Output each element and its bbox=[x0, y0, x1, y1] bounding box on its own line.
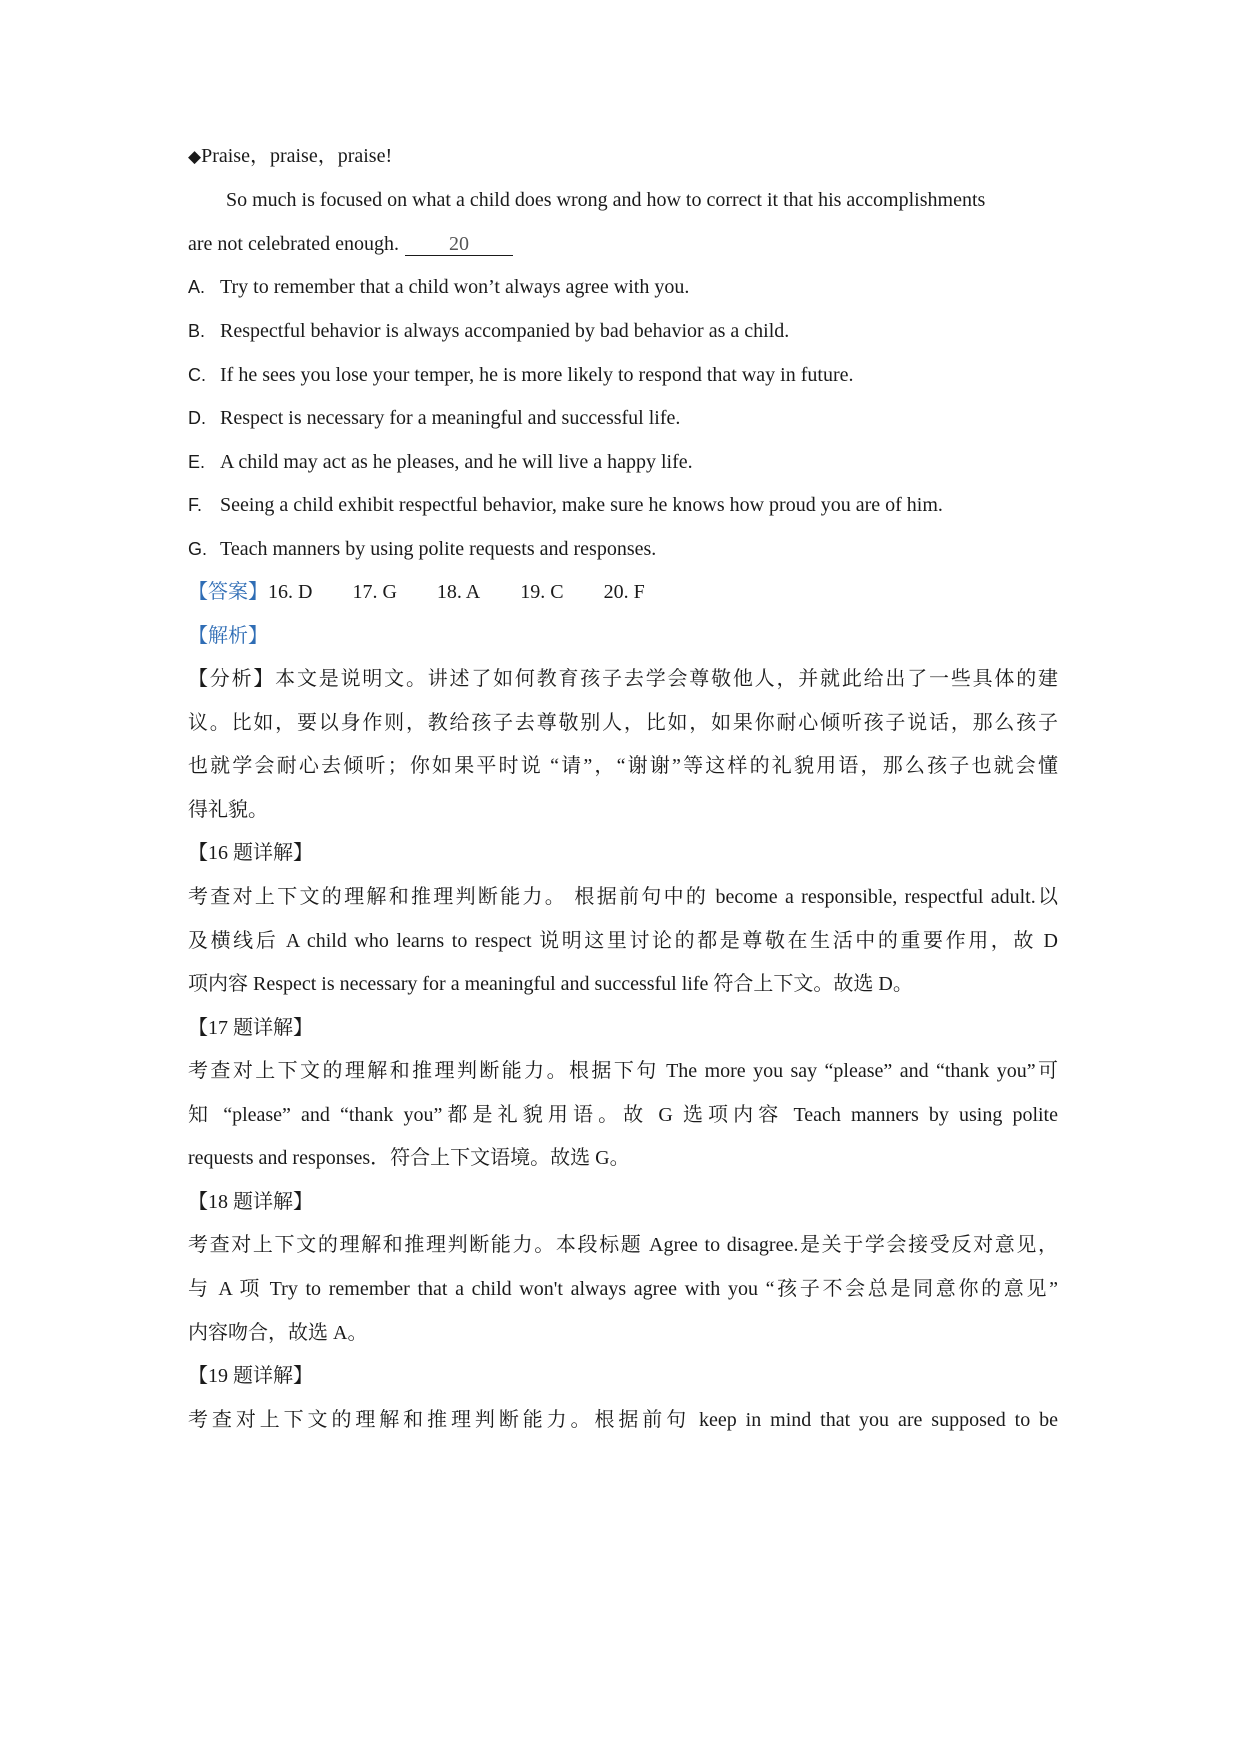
summary-line-2: 议。比如，要以身作则，教给孩子去尊敬别人，比如，如果你耐心倾听孩子说话，那么孩子 bbox=[188, 712, 1058, 734]
option-e bbox=[188, 448, 1058, 476]
option-text: A child may act as he pleases, and he will live a happy life. bbox=[220, 451, 693, 473]
option-letter: C. bbox=[188, 365, 206, 385]
q18-line-3: 内容吻合，故选 A。 bbox=[188, 1322, 368, 1344]
option-letter: E. bbox=[188, 452, 206, 472]
diamond-bullet-icon: ◆ bbox=[188, 147, 202, 167]
q17-line-3: requests and responses．符合上下文语境。故选 G。 bbox=[188, 1147, 630, 1169]
q16-line-2: 及横线后 A child who learns to respect 说明这里讨论的都是尊敬在生活中的重要作用，故 D bbox=[188, 930, 1058, 952]
option-text: Seeing a child exhibit respectful behavior, make sure he knows how proud you are of him. bbox=[220, 494, 943, 516]
q17-heading: 【17 题详解】 bbox=[188, 1017, 313, 1039]
answer-item: 19. C bbox=[520, 581, 564, 603]
option-a bbox=[188, 273, 1058, 301]
option-d bbox=[188, 404, 1058, 432]
option-text: Respect is necessary for a meaningful and successful life. bbox=[220, 407, 681, 429]
q18-line-1: 考查对上下文的理解和推理判断能力。本段标题 Agree to disagree.是关于学会接受反对意见， bbox=[188, 1234, 1058, 1256]
answer-item: 17. G bbox=[352, 581, 397, 603]
paragraph-line-2-text: are not celebrated enough. bbox=[188, 233, 400, 255]
answer-line bbox=[188, 578, 1058, 606]
paragraph-line-1: So much is focused on what a child does wrong and how to correct it that his accomplishments bbox=[226, 189, 986, 211]
section-heading-text: Praise，praise，praise! bbox=[201, 145, 393, 167]
option-letter: B. bbox=[188, 321, 206, 341]
q16-heading: 【16 题详解】 bbox=[188, 842, 313, 864]
option-c bbox=[188, 361, 1058, 389]
q19-heading: 【19 题详解】 bbox=[188, 1365, 313, 1387]
answer-blank bbox=[405, 233, 513, 256]
option-letter: F. bbox=[188, 495, 203, 515]
summary-line-1: 【分析】本文是说明文。讲述了如何教育孩子去学会尊敬他人，并就此给出了一些具体的建 bbox=[188, 668, 1058, 690]
option-g bbox=[188, 535, 1058, 563]
q18-heading: 【18 题详解】 bbox=[188, 1191, 313, 1213]
q18-line-2: 与 A 项 Try to remember that a child won't always agree with you “孩子不会总是同意你的意见” bbox=[188, 1278, 1058, 1300]
answer-item: 16. D bbox=[268, 581, 313, 603]
q17-line-1: 考查对上下文的理解和推理判断能力。根据下句 The more you say “please” and “thank you”可 bbox=[188, 1060, 1058, 1082]
answer-item: 18. A bbox=[436, 581, 481, 603]
summary-line-4: 得礼貌。 bbox=[188, 799, 268, 821]
option-text: Try to remember that a child won’t always agree with you. bbox=[220, 276, 690, 298]
option-letter: D. bbox=[188, 408, 206, 428]
option-letter: A. bbox=[188, 277, 206, 297]
q16-line-1: 考查对上下文的理解和推理判断能力。 根据前句中的 become a responsible, respectful adult.以 bbox=[188, 886, 1058, 908]
summary-line-3: 也就学会耐心去倾听；你如果平时说 “请”，“谢谢”等这样的礼貌用语，那么孩子也就会懂 bbox=[188, 755, 1058, 777]
q16-line-3: 项内容 Respect is necessary for a meaningful and successful life 符合上下文。故选 D。 bbox=[188, 973, 913, 995]
analysis-label: 【解析】 bbox=[188, 625, 268, 647]
option-letter: G. bbox=[188, 539, 208, 559]
answer-label: 【答案】 bbox=[188, 581, 268, 603]
paragraph-line-2 bbox=[188, 230, 1058, 258]
option-text: Teach manners by using polite requests and responses. bbox=[220, 538, 657, 560]
answer-item: 20. F bbox=[603, 581, 645, 603]
blank-number: 20 bbox=[449, 233, 470, 255]
option-text: If he sees you lose your temper, he is more likely to respond that way in future. bbox=[220, 364, 854, 386]
q19-line-1: 考查对上下文的理解和推理判断能力。根据前句 keep in mind that you are supposed to be bbox=[188, 1409, 1058, 1431]
option-b bbox=[188, 317, 1058, 345]
option-f bbox=[188, 491, 1058, 519]
q17-line-2: 知 “please” and “thank you”都是礼貌用语。故 G 选项内容 Teach manners by using polite bbox=[188, 1104, 1058, 1126]
section-heading bbox=[188, 142, 1058, 171]
option-text: Respectful behavior is always accompanied by bad behavior as a child. bbox=[220, 320, 790, 342]
